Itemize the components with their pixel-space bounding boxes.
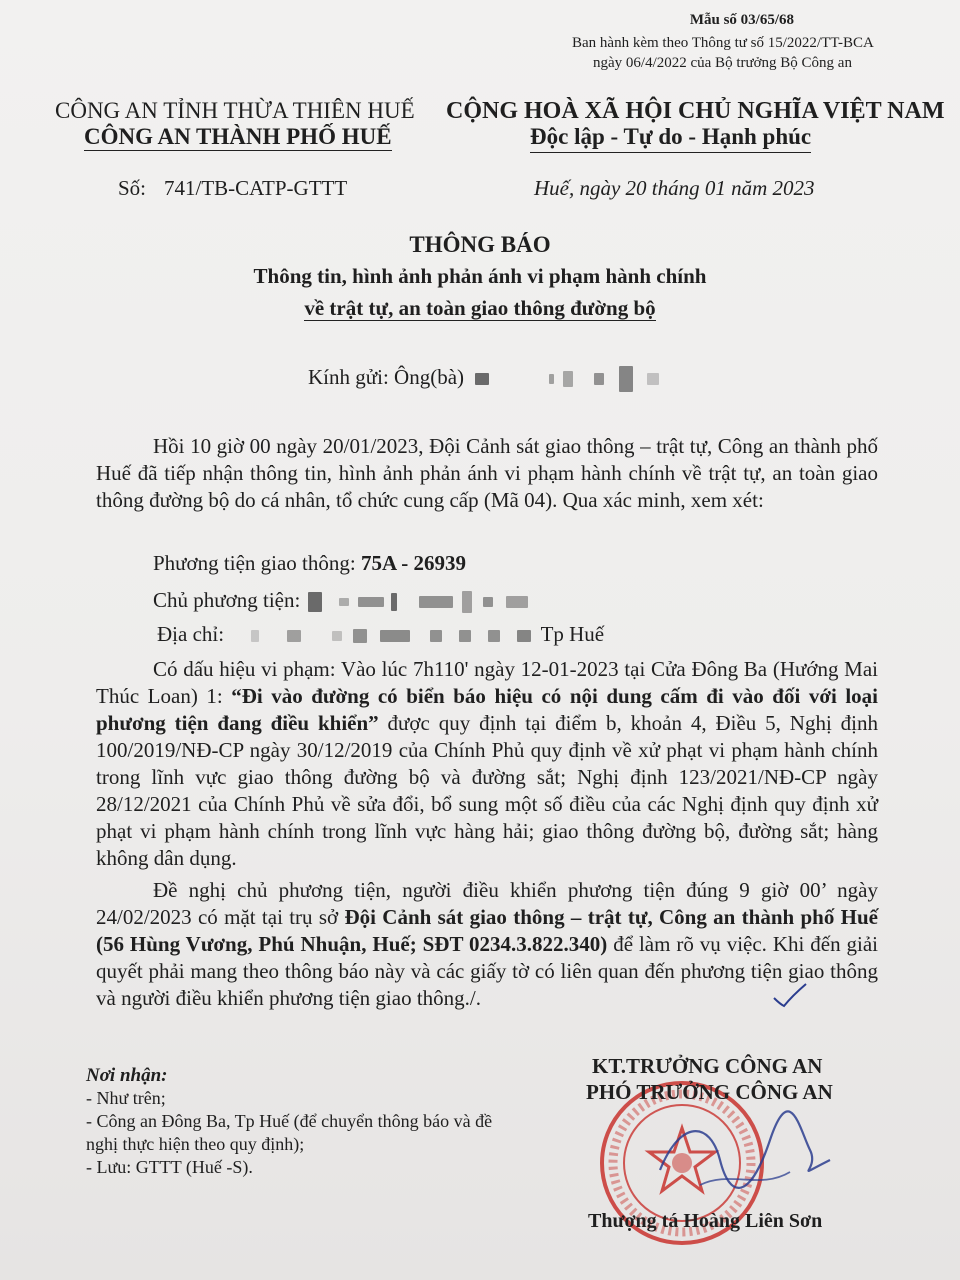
redacted-name [594, 373, 604, 385]
document-number [118, 176, 347, 201]
vehicle-line [153, 551, 466, 576]
document-title: THÔNG BÁO [409, 232, 551, 257]
redacted-name [619, 366, 633, 392]
violation-intro: Có dấu hiệu vi phạm: Vào lúc 7h110' ngày 12-01-2023 tại Cửa Đông Ba (Hướng Mai Thúc Loan) 1: [96, 657, 878, 708]
issuer-agency [84, 124, 392, 150]
handwritten-check-icon [770, 980, 810, 1010]
document-subtitle-2-text: về trật tự, an toàn giao thông đường bộ [304, 296, 656, 320]
recipients-item: - Như trên; [86, 1088, 166, 1108]
redacted-owner [506, 596, 528, 608]
recipients-heading: Nơi nhận: [86, 1065, 168, 1086]
issuer-agency-text: CÔNG AN THÀNH PHỐ HUẾ [84, 124, 392, 149]
redacted-address [353, 629, 367, 643]
issuer-parent-agency: CÔNG AN TỈNH THỪA THIÊN HUẾ [55, 98, 415, 123]
redacted-owner [419, 596, 453, 608]
redacted-name [475, 373, 489, 385]
redacted-address [517, 630, 531, 642]
signature-title-line1: KT.TRƯỞNG CÔNG AN [592, 1054, 823, 1078]
redacted-owner [308, 592, 322, 612]
address-line [157, 622, 604, 647]
redacted-address [430, 630, 442, 642]
form-issued-line2: ngày 06/4/2022 của Bộ trưởng Bộ Công an [593, 55, 852, 71]
owner-label: Chủ phương tiện: [153, 588, 301, 612]
handwritten-signature-icon [640, 1100, 840, 1220]
violation-legal-basis: được quy định tại điểm b, khoản 4, Điều 5, Nghị định 100/2019/NĐ-CP ngày 30/12/2019 của Chính Phủ quy định về xử phạt vi phạm hành chính trong lĩnh vực giao thông đường bộ và đường sắt; Nghị định 123/2021/NĐ-CP ngày 28/12/2021 của Chính Phủ về sửa đổi, bổ sung một số điều của các Nghị định quy định xử phạt vi phạm hành chính trong lĩnh vực hàng hải; giao thông đường bộ, đường sắt; hàng không dân dụng. [96, 711, 878, 870]
redacted-address [459, 630, 471, 642]
redacted-name [563, 371, 573, 387]
redacted-name [549, 374, 554, 384]
violation-paragraph [96, 656, 878, 872]
request-instructions: để làm rõ vụ việc. Khi đến giải quyết phải mang theo thông báo này và các giấy tờ có liên quan đến phương tiện giao thông và người điều khiển phương tiện giao thông./. [96, 932, 878, 1010]
vehicle-label: Phương tiện giao thông: [153, 551, 356, 575]
intro-paragraph: Hồi 10 giờ 00 ngày 20/01/2023, Đội Cảnh sát giao thông – trật tự, Công an thành phố Huế đã tiếp nhận thông tin, hình ảnh phản ánh vi phạm hành chính về trật tự, an toàn giao thông đường bộ do cá nhân, tổ chức cung cấp (Mã 04). Qua xác minh, xem xét: [96, 434, 878, 512]
recipients-block [86, 1064, 516, 1179]
redacted-address [251, 630, 259, 642]
redacted-owner [483, 597, 493, 607]
address-label: Địa chỉ: [157, 622, 225, 646]
redacted-owner [391, 593, 397, 611]
redacted-address [332, 631, 342, 641]
form-issued-line1: Ban hành kèm theo Thông tư số 15/2022/TT-BCA [572, 35, 874, 51]
signature-title-line2: PHÓ TRƯỞNG CÔNG AN [586, 1080, 833, 1104]
violation-description: “Đi vào đường có biển báo hiệu có nội dung cấm đi vào đối với loại phương tiện đang điều khiển” [96, 684, 879, 735]
recipients-item: - Lưu: GTTT (Huế -S). [86, 1157, 253, 1177]
place-date: Huế, ngày 20 tháng 01 năm 2023 [534, 176, 815, 200]
recipient-salutation [308, 365, 659, 392]
owner-line [153, 588, 528, 613]
redacted-owner [339, 598, 349, 606]
document-number-value: 741/TB-CATP-GTTT [164, 176, 348, 200]
document-subtitle-2 [0, 296, 960, 321]
redacted-address [380, 630, 410, 642]
document-number-label: Số: [118, 176, 147, 200]
national-title: CỘNG HOÀ XÃ HỘI CHỦ NGHĨA VIỆT NAM [446, 98, 945, 124]
address-city: Tp Huế [540, 622, 605, 646]
document-subtitle-1: Thông tin, hình ảnh phản ánh vi phạm hành chính [253, 264, 707, 288]
recipient-label: Kính gửi: Ông(bà) [308, 365, 465, 389]
form-number: Mẫu số 03/65/68 [689, 12, 794, 28]
redacted-name [647, 373, 659, 385]
recipients-item: - Công an Đông Ba, Tp Huế (để chuyển thông báo và đề nghị thực hiện theo quy định); [86, 1111, 493, 1154]
redacted-owner [358, 597, 384, 607]
redacted-address [287, 630, 301, 642]
request-office: Đội Cảnh sát giao thông – trật tự, Công an thành phố Huế (56 Hùng Vương, Phú Nhuận, Huế; SĐT 0234.3.822.340) [96, 905, 879, 956]
request-intro: Đề nghị chủ phương tiện, người điều khiển phương tiện đúng 9 giờ 00’ ngày 24/02/2023 có mặt tại trụ sở [96, 878, 878, 929]
signer-name: Thượng tá Hoàng Liên Sơn [588, 1210, 823, 1232]
redacted-address [488, 630, 500, 642]
request-paragraph [96, 877, 878, 1012]
vehicle-plate: 75A - 26939 [360, 551, 466, 575]
national-motto: Độc lập - Tự do - Hạnh phúc [530, 124, 811, 153]
redacted-owner [462, 591, 472, 613]
